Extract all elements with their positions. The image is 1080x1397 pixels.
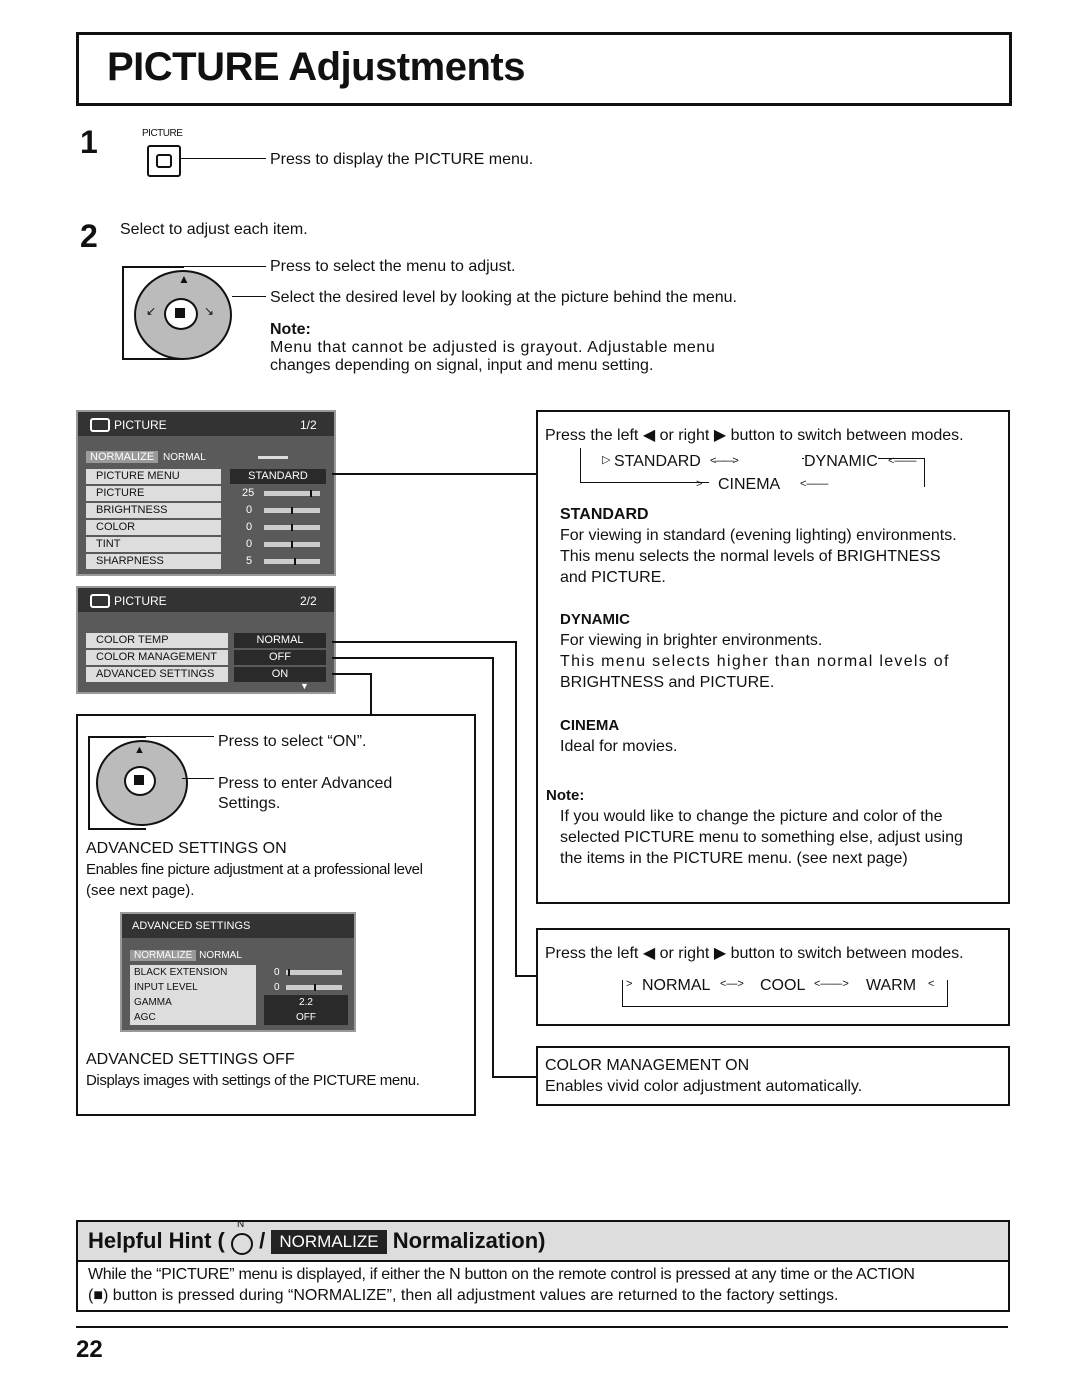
row-label: BRIGHTNESS: [86, 503, 221, 518]
cm-text: Enables vivid color adjustment automatically.: [545, 1078, 863, 1095]
normalize-label: NORMALIZE: [130, 950, 196, 961]
leader-line: [180, 158, 266, 159]
step-2-line2: Select the desired level by looking at the picture behind the menu.: [270, 289, 737, 306]
page-title: PICTURE Adjustments: [107, 45, 525, 89]
helpful-hint-body: [76, 1258, 1010, 1312]
row-value: 0: [246, 538, 253, 550]
dpad-diagram: [86, 732, 194, 832]
adv-on-text: (see next page).: [86, 882, 195, 899]
adv-off-title: ADVANCED SETTINGS OFF: [86, 1051, 295, 1068]
row-label: AGC: [130, 1010, 256, 1025]
scroll-down-icon: ▼: [300, 681, 309, 691]
advanced-settings-box: [76, 714, 476, 1116]
arrow-right-icon: >: [696, 478, 703, 490]
normalize-value: NORMAL: [162, 452, 206, 463]
level-bar: [264, 491, 320, 496]
note-text: the items in the PICTURE menu. (see next page): [560, 850, 908, 867]
page-title-box: [76, 32, 1012, 106]
level-bar: [264, 542, 320, 547]
picture-menu-page1: [76, 410, 336, 576]
note-text: If you would like to change the picture and color of the: [560, 808, 943, 825]
menu-header: [78, 588, 334, 612]
normalize-row[interactable]: [86, 451, 206, 463]
normalize-indicator: [258, 456, 288, 459]
step-2-line1: Press to select the menu to adjust.: [270, 258, 516, 275]
leader-line: [182, 778, 214, 779]
menu-row-tint[interactable]: [86, 537, 326, 552]
step-2-number: 2: [80, 218, 98, 254]
action-button-icon: [164, 298, 198, 330]
connector-line: [332, 473, 536, 475]
cinema-text: Ideal for movies.: [560, 738, 678, 755]
picture-button-label: PICTURE: [142, 128, 183, 139]
mode-cinema: CINEMA: [718, 476, 781, 493]
hint-text: (■) button is pressed during “NORMALIZE”, then all adjustment values are returned to the factory settings.: [88, 1287, 839, 1304]
standard-text: This menu selects the normal levels of BRIGHTNESS: [560, 548, 941, 565]
select-on-text: Press to select “ON”.: [218, 733, 367, 750]
dynamic-text: This menu selects higher than normal levels of: [560, 653, 950, 670]
normalize-label: NORMALIZE: [86, 451, 158, 463]
row-label: BLACK EXTENSION: [130, 965, 256, 980]
standard-title: STANDARD: [560, 506, 649, 523]
step-1-text: Press to display the PICTURE menu.: [270, 151, 534, 168]
level-bar: [286, 985, 342, 990]
connector-line: [492, 657, 494, 1078]
enter-text: Settings.: [218, 795, 281, 812]
menu-header: [122, 914, 354, 938]
menu-row-color[interactable]: [86, 520, 326, 535]
left-arrow-icon: ↙: [146, 304, 157, 318]
menu-title: PICTURE: [114, 594, 167, 608]
menu-row-advanced-settings[interactable]: [86, 667, 326, 682]
arrow-right-icon: >: [626, 978, 633, 990]
up-arrow-icon: ▲: [134, 744, 145, 756]
menu-row-color-temp[interactable]: [86, 633, 326, 648]
hint-slash: /: [259, 1228, 266, 1253]
up-arrow-icon: ▲: [178, 272, 190, 286]
row-value: 5: [246, 555, 253, 567]
action-button-icon: [124, 766, 156, 796]
hint-text: While the “PICTURE” menu is displayed, if either the N button on the remote control is pressed at any time or the ACTION: [88, 1266, 915, 1283]
row-value: 0: [246, 521, 253, 533]
row-label: COLOR: [86, 520, 221, 535]
arrow-right-icon: ▷: [602, 454, 611, 466]
color-temp-box: [536, 928, 1010, 1026]
row-value: 0: [246, 504, 253, 516]
menu-row-brightness[interactable]: [86, 503, 326, 518]
level-bar: [286, 970, 342, 975]
normalize-value: NORMAL: [199, 950, 242, 961]
adv-on-text: Enables fine picture adjustment at a professional level: [86, 861, 423, 878]
leader-line: [142, 736, 214, 737]
double-arrow-icon: <—>: [720, 978, 744, 990]
adv-row-black-extension[interactable]: [130, 965, 348, 980]
leader-line: [232, 296, 266, 297]
connector-line: [515, 975, 536, 977]
dpad-diagram: [120, 262, 240, 362]
row-label: GAMMA: [130, 995, 256, 1010]
enter-text: Press to enter Advanced: [218, 775, 393, 792]
leader-line: [182, 266, 266, 267]
picture-icon: [90, 594, 110, 608]
row-value: OFF: [264, 1010, 348, 1025]
temp-warm: WARM: [866, 977, 917, 994]
dynamic-title: DYNAMIC: [560, 611, 630, 628]
level-bar: [264, 559, 320, 564]
row-label: SHARPNESS: [86, 554, 221, 569]
color-management-box: [536, 1046, 1010, 1106]
level-bar: [264, 508, 320, 513]
cinema-title: CINEMA: [560, 717, 620, 734]
row-label: COLOR MANAGEMENT: [86, 650, 228, 665]
connector-line: [332, 673, 372, 675]
connector-line: [332, 641, 516, 643]
note-text: selected PICTURE menu to something else, adjust using: [560, 829, 963, 846]
picture-menu-page2: [76, 586, 336, 694]
double-arrow-icon: <——>: [814, 978, 849, 990]
picture-menu-modes-box: [536, 410, 1010, 904]
step-2-note-label: Note:: [270, 321, 311, 338]
n-button-icon: [231, 1219, 253, 1253]
picture-button-icon: [147, 145, 181, 177]
step-1-number: 1: [80, 124, 98, 160]
row-label: TINT: [86, 537, 221, 552]
row-value: 25: [242, 487, 255, 499]
picture-icon: [90, 418, 110, 432]
standard-text: For viewing in standard (evening lighting) environments.: [560, 527, 957, 544]
normalize-badge: NORMALIZE: [271, 1230, 386, 1254]
row-value: NORMAL: [234, 633, 326, 648]
row-value: 2.2: [264, 995, 348, 1010]
adv-row-input-level[interactable]: [130, 980, 348, 995]
adv-off-text: Displays images with settings of the PICTURE menu.: [86, 1072, 420, 1089]
menu-header: [78, 412, 334, 436]
step-2-note-line2: changes depending on signal, input and menu setting.: [270, 357, 654, 374]
mode-dynamic: DYNAMIC: [804, 453, 878, 470]
adv-on-title: ADVANCED SETTINGS ON: [86, 840, 287, 857]
normalize-row[interactable]: [130, 950, 242, 961]
row-label: PICTURE MENU: [86, 469, 221, 484]
menu-row-sharpness[interactable]: [86, 554, 326, 569]
row-value: 0: [274, 967, 280, 978]
menu-row-color-management[interactable]: [86, 650, 326, 665]
step-2-intro: Select to adjust each item.: [120, 221, 308, 238]
dynamic-text: For viewing in brighter environments.: [560, 632, 823, 649]
menu-title: ADVANCED SETTINGS: [132, 920, 251, 932]
connector-line: [332, 657, 494, 659]
footer-rule: [76, 1326, 1008, 1328]
advanced-settings-menu: [120, 912, 356, 1032]
standard-text: and PICTURE.: [560, 569, 666, 586]
right-arrow-icon: ↘: [204, 304, 215, 318]
row-label: ADVANCED SETTINGS: [86, 667, 228, 682]
level-bar: [264, 525, 320, 530]
adv-row-agc[interactable]: [130, 1010, 348, 1025]
menu-row-picture-menu[interactable]: [86, 469, 326, 484]
row-label: COLOR TEMP: [86, 633, 228, 648]
row-value: STANDARD: [230, 469, 326, 484]
temp-intro: Press the left ◀ or right ▶ button to switch between modes.: [545, 945, 964, 962]
dynamic-text: BRIGHTNESS and PICTURE.: [560, 674, 775, 691]
arrow-left-icon: <——: [888, 455, 917, 467]
menu-title: PICTURE: [114, 418, 167, 432]
step-2-note-line1: Menu that cannot be adjusted is grayout. Adjustable menu: [270, 339, 716, 356]
connector-line: [370, 673, 372, 716]
menu-page: 1/2: [300, 418, 317, 432]
temp-cool: COOL: [760, 977, 806, 994]
temp-normal: NORMAL: [642, 977, 711, 994]
arrow-left-icon: <——: [800, 478, 829, 490]
hint-prefix: Helpful Hint (: [88, 1228, 225, 1253]
row-label: PICTURE: [86, 486, 221, 501]
helpful-hint-header: [76, 1220, 1010, 1262]
connector-line: [492, 1076, 536, 1078]
row-value: ON: [234, 667, 326, 682]
page-number: 22: [76, 1336, 103, 1363]
row-label: INPUT LEVEL: [130, 980, 256, 995]
mode-standard: STANDARD: [614, 453, 701, 470]
hint-title: [88, 1219, 546, 1254]
adv-row-gamma[interactable]: [130, 995, 348, 1010]
menu-page: 2/2: [300, 594, 317, 608]
connector-line: [515, 641, 517, 977]
cm-title: COLOR MANAGEMENT ON: [545, 1057, 750, 1074]
n-label: N: [237, 1219, 245, 1231]
menu-row-picture[interactable]: [86, 486, 326, 501]
row-value: OFF: [234, 650, 326, 665]
hint-suffix: Normalization): [392, 1228, 546, 1253]
note-label: Note:: [546, 787, 585, 804]
modes-intro: Press the left ◀ or right ▶ button to switch between modes.: [545, 427, 964, 444]
row-value: 0: [274, 982, 280, 993]
double-arrow-icon: <——>: [710, 455, 737, 467]
arrow-left-icon: <: [928, 978, 935, 990]
